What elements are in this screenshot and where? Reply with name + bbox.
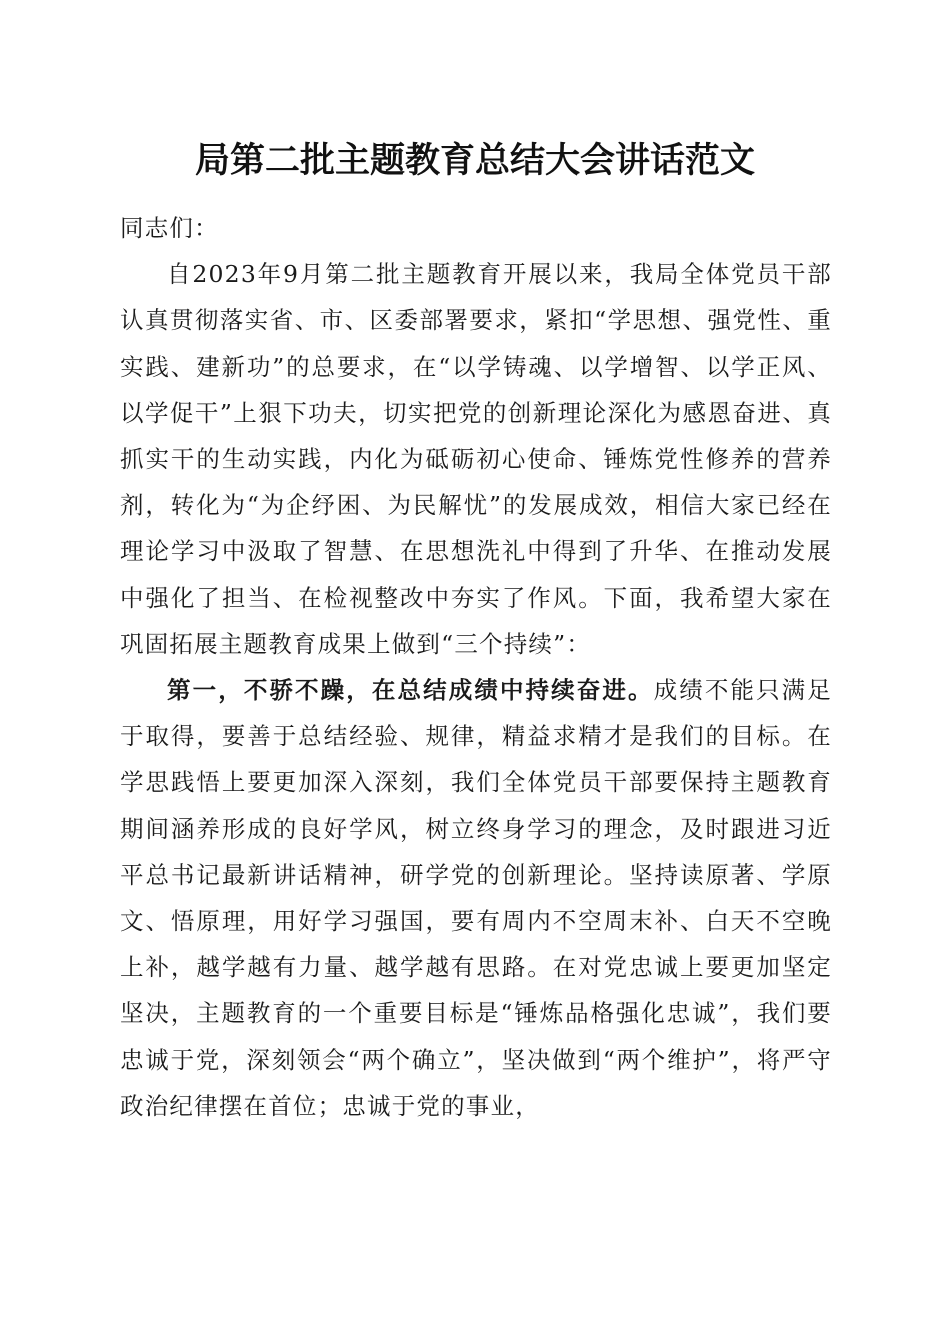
- document-title: 局第二批主题教育总结大会讲话范文: [194, 140, 755, 181]
- salutation: 同志们：: [120, 214, 219, 242]
- paragraph-intro: 自2023年9月第二批主题教育开展以来，我局全体党员干部认真贯彻落实省、市、区委部署要求，紧扣“学思想、强党性、重实践、建新功”的总要求，在“以学铸魂、以学增智、以学正风、以学促干”上狠下功夫，切实把党的创新理论深化为感恩奋进、真抓实干的生动实践，内化为砥砺初心使命、锤炼党性修养的营养剂，转化为“为企纾困、为民解忧”的发展成效，相信大家已经在理论学习中汲取了智慧、在思想洗礼中得到了升华、在推动发展中强化了担当、在检视整改中夯实了作风。下面，我希望大家在巩固拓展主题教育成果上做到“三个持续”：: [120, 260, 832, 658]
- paragraph-first-point-heading: 第一，不骄不躁，在总结成绩中持续奋进。: [167, 676, 654, 705]
- paragraph-first-point: [120, 667, 832, 1129]
- document-body: [120, 205, 832, 1129]
- paragraph-first-point-text: 成绩不能只满足于取得，要善于总结经验、规律，精益求精才是我们的目标。在学思践悟上要更加深入深刻，我们全体党员干部要保持主题教育期间涵养形成的良好学风，树立终身学习的理念，及时跟进习近平总书记最新讲话精神，研学党的创新理论。坚持读原著、学原文、悟原理，用好学习强国，要有周内不空周末补、白天不空晚上补，越学越有力量、越学越有思路。在对党忠诚上要更加坚定坚决，主题教育的一个重要目标是“锤炼品格强化忠诚”，我们要忠诚于党，深刻领会“两个确立”，坚决做到“两个维护”，将严守政治纪律摆在首位；忠诚于党的事业，: [120, 676, 832, 1120]
